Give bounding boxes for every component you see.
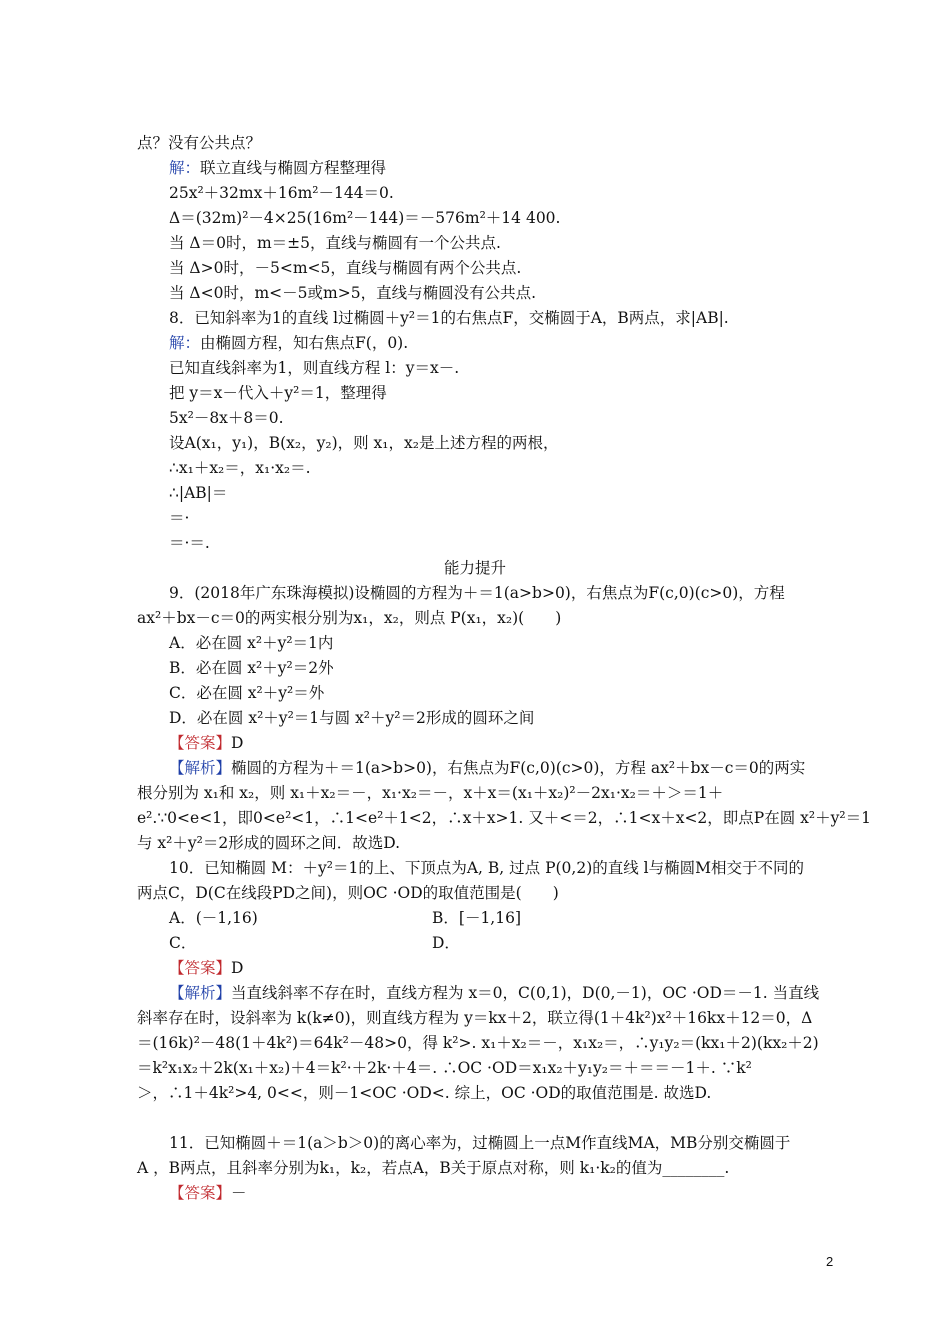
text-line	[169, 758, 805, 778]
text-line	[137, 133, 261, 153]
text-line	[137, 1008, 812, 1028]
line-text: D	[231, 734, 244, 752]
line-text: 当 Δ＝0时，m＝±5，直线与椭圆有一个公共点.	[169, 234, 501, 252]
solution-label: 【解析】	[169, 759, 232, 777]
text-line	[169, 308, 729, 328]
text-line	[169, 908, 258, 928]
text-line	[432, 933, 460, 953]
text-line	[169, 658, 334, 678]
line-text: B．必在圆 x²＋y²＝2外	[169, 659, 334, 677]
line-text: A ，B两点，且斜率分别为k₁，k₂，若点A，B关于原点对称，则 k₁·k₂的值为________.	[137, 1159, 730, 1177]
line-text: 当 Δ<0时，m<－5或m>5，直线与椭圆没有公共点.	[169, 284, 536, 302]
answer-label: 【答案】	[169, 1184, 232, 1202]
line-text: 联立直线与椭圆方程整理得	[200, 159, 387, 177]
solution-label: 解：	[169, 334, 201, 352]
text-line	[169, 933, 196, 953]
line-text: 8．已知斜率为1的直线 l过椭圆＋y²＝1的右焦点F，交椭圆于A，B两点，求|AB|.	[169, 309, 729, 327]
line-text: 两点C，D(C在线段PD之间)，则OC ·OD的取值范围是( )	[137, 884, 559, 902]
line-text: 10．已知椭圆 M：＋y²＝1的上、下顶点为A, B, 过点 P(0,2)的直线 l与椭圆M相交于不同的	[169, 859, 805, 877]
text-line	[169, 258, 521, 278]
line-text: 能力提升	[443, 559, 506, 577]
text-line	[169, 408, 284, 428]
text-line	[169, 583, 785, 603]
line-text: 与 x²＋y²＝2形成的圆环之间．故选D.	[137, 834, 401, 852]
line-text: ＝·＝.	[169, 534, 210, 552]
line-text: ax²＋bx－c＝0的两实根分别为x₁，x₂，则点 P(x₁，x₂)( )	[137, 609, 562, 627]
text-line	[169, 158, 386, 178]
line-text: ∴|AB|＝	[169, 484, 228, 502]
text-line	[169, 358, 459, 378]
line-text: 椭圆的方程为＋＝1(a>b>0)，右焦点为F(c,0)(c>0)，方程 ax²＋bx－c＝0的两实	[231, 759, 806, 777]
line-text: 当 Δ>0时，－5<m<5，直线与椭圆有两个公共点.	[169, 259, 522, 277]
line-text: e².∵0<e<1，即0<e²<1，∴1<e²＋1<2，∴x＋x>1. 又＋<＝2，∴1<x＋x<2，即点P在圆 x²＋y²＝1	[137, 809, 871, 827]
text-line	[169, 283, 536, 303]
text-line	[169, 208, 560, 228]
line-text: C．	[169, 934, 197, 952]
text-line	[137, 1033, 819, 1053]
text-line	[169, 733, 243, 753]
solution-label: 【解析】	[169, 984, 232, 1002]
text-line	[169, 508, 189, 528]
line-text: －	[231, 1184, 247, 1202]
text-line	[137, 808, 871, 828]
line-text: A．必在圆 x²＋y²＝1内	[169, 634, 334, 652]
answer-label: 【答案】	[169, 734, 232, 752]
text-line	[169, 333, 408, 353]
line-text: D．	[432, 934, 460, 952]
text-line	[169, 1133, 790, 1153]
text-line	[169, 233, 501, 253]
line-text: 斜率存在时，设斜率为 k(k≠0)，则直线方程为 y＝kx＋2，联立得(1＋4k²)x²＋16kx＋12＝0，Δ	[137, 1009, 813, 1027]
line-text: ＝k²x₁x₂＋2k(x₁＋x₂)＋4＝k²·＋2k·＋4＝. ∴OC ·OD＝x₁x₂＋y₁y₂＝＋＝＝－1＋. ∵k²	[137, 1059, 752, 1077]
text-line	[137, 1083, 711, 1103]
text-line	[169, 458, 311, 478]
text-line	[169, 958, 243, 978]
text-line	[169, 708, 534, 728]
line-text: ∴x₁＋x₂＝，x₁·x₂＝.	[169, 459, 311, 477]
line-text: 5x²－8x＋8＝0.	[169, 409, 284, 427]
line-text: A．(－1,16)	[169, 909, 258, 927]
line-text: D	[231, 959, 244, 977]
line-text: 11．已知椭圆＋＝1(a＞b＞0)的离心率为，过椭圆上一点M作直线MA，MB分别交椭圆于	[169, 1134, 791, 1152]
line-text: 已知直线斜率为1，则直线方程 l：y＝x－.	[169, 359, 460, 377]
line-text: 当直线斜率不存在时，直线方程为 x＝0，C(0,1)，D(0,－1)，OC ·OD＝－1. 当直线	[231, 984, 820, 1002]
text-line	[137, 608, 561, 628]
section-heading	[0, 558, 950, 578]
text-line	[169, 983, 819, 1003]
line-text: C．必在圆 x²＋y²＝外	[169, 684, 325, 702]
line-text: D．必在圆 x²＋y²＝1与圆 x²＋y²＝2形成的圆环之间	[169, 709, 535, 727]
text-line	[169, 533, 210, 553]
line-text: 9．(2018年广东珠海模拟)设椭圆的方程为＋＝1(a>b>0)，右焦点为F(c,0)(c>0)，方程	[169, 584, 785, 602]
line-text: 25x²＋32mx＋16m²－144＝0.	[169, 184, 394, 202]
text-line	[137, 783, 723, 803]
text-line	[169, 1183, 247, 1203]
text-line	[169, 183, 394, 203]
answer-label: 【答案】	[169, 959, 232, 977]
line-text: ＝·	[169, 509, 190, 527]
line-text: 根分别为 x₁和 x₂，则 x₁＋x₂＝－，x₁·x₂＝－，x＋x＝(x₁＋x₂)²－2x₁·x₂＝＋＞＝1＋	[137, 784, 724, 802]
line-text: 把 y＝x－代入＋y²＝1，整理得	[169, 384, 387, 402]
text-line	[137, 883, 559, 903]
text-line	[169, 433, 558, 453]
line-text: B．[－1,16]	[432, 909, 521, 927]
line-text: Δ＝(32m)²－4×25(16m²－144)＝－576m²＋14 400.	[169, 209, 561, 227]
page-number: 2	[826, 1254, 834, 1269]
text-line	[169, 383, 387, 403]
text-line	[432, 908, 521, 928]
line-text: ＝(16k)²－48(1＋4k²)＝64k²－48>0，得 k²>. x₁＋x₂＝－，x₁x₂＝，∴y₁y₂＝(kx₁＋2)(kx₂＋2)	[137, 1034, 819, 1052]
text-line	[137, 833, 400, 853]
line-text: 设A(x₁，y₁)，B(x₂，y₂)，则 x₁，x₂是上述方程的两根，	[169, 434, 559, 452]
text-line	[169, 633, 333, 653]
line-text: 由椭圆方程，知右焦点F(，0).	[200, 334, 409, 352]
text-line	[137, 1158, 729, 1178]
line-text: 点？没有公共点？	[137, 134, 262, 152]
text-line	[169, 858, 804, 878]
text-line	[137, 1058, 752, 1078]
text-line	[169, 483, 227, 503]
text-line	[169, 683, 324, 703]
line-text: ＞，∴1＋4k²>4, 0<<，则－1<OC ·OD<. 综上，OC ·OD的取值范围是. 故选D.	[137, 1084, 712, 1102]
solution-label: 解：	[169, 159, 201, 177]
